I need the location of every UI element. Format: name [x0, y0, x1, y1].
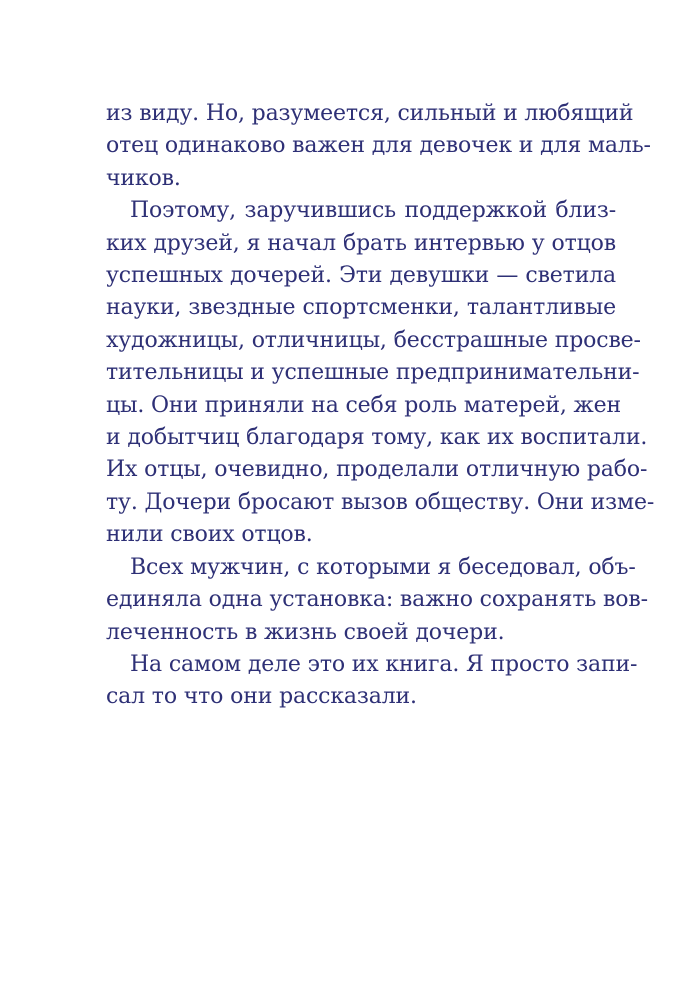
text-line: науки, звездные спортсменки, талантливые [106, 295, 616, 321]
text-line: успешных дочерей. Эти девушки — светила [106, 263, 616, 289]
text-line: Всех мужчин, с которыми я беседовал, объ- [130, 554, 636, 580]
text-line: из виду. Но, разумеется, сильный и любящий [106, 101, 634, 126]
text-line: чиков. [106, 165, 181, 191]
text-line: художницы, отличницы, бесстрашные просве- [106, 327, 641, 353]
text-line: единяла одна установка: важно сохранять вов- [106, 587, 648, 613]
text-line: ких друзей, я начал брать интервью у отцов [106, 230, 616, 256]
paragraph-4 [106, 649, 638, 714]
paragraph-1 [106, 98, 651, 195]
text-line: нили своих отцов. [106, 522, 313, 548]
text-line: тительницы и успешные предпринимательни- [106, 360, 640, 386]
text-line: На самом деле это их книга. Я просто запи- [130, 651, 638, 677]
text-line: и добытчиц благодаря тому, как их воспитали. [106, 425, 648, 451]
paragraph-2 [106, 195, 655, 551]
text-line: Их отцы, очевидно, проделали отличную рабо- [106, 457, 648, 483]
body-text [106, 98, 655, 714]
text-line: отец одинаково важен для девочек и для маль- [106, 133, 651, 159]
text-line: сал то что они рассказали. [106, 684, 417, 710]
text-line: леченность в жизнь своей дочери. [106, 619, 505, 645]
text-line: Поэтому, заручившись поддержкой близ- [130, 198, 616, 224]
text-line: ту. Дочери бросают вызов обществу. Они изме- [106, 489, 655, 515]
text-line: цы. Они приняли на себя роль матерей, жен [106, 392, 622, 418]
paragraph-3 [106, 552, 648, 649]
